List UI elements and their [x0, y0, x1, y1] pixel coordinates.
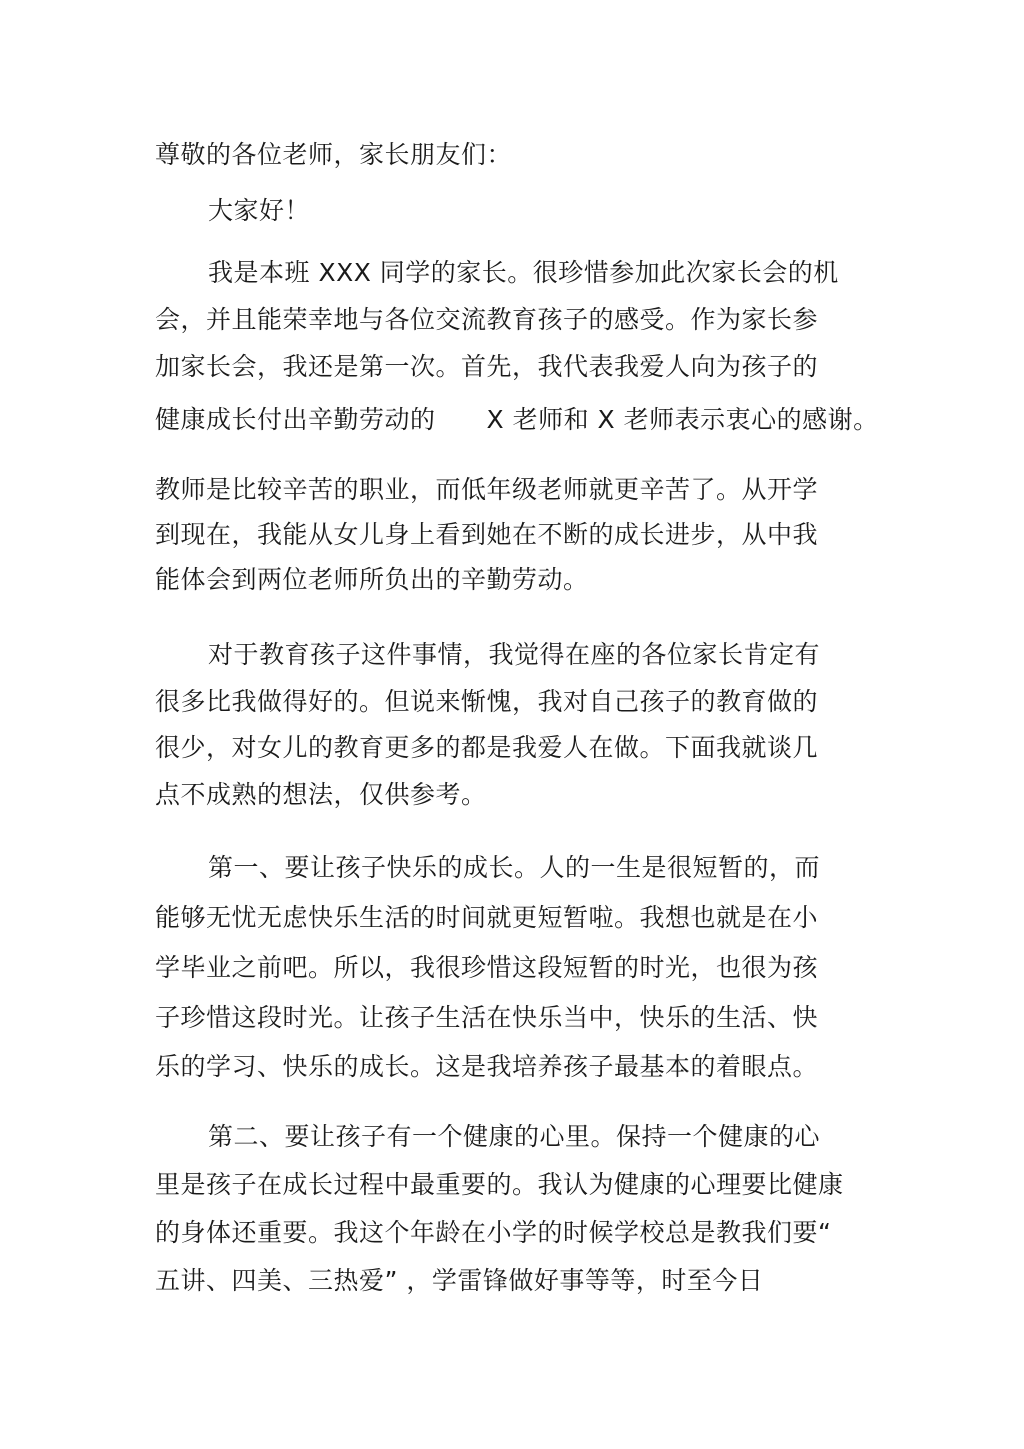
paragraph-line: 第二、要让孩子有一个健康的心里。保持一个健康的心 [208, 1122, 821, 1151]
paragraph-line: 会，并且能荣幸地与各位交流教育孩子的感受。作为家长参 [155, 305, 819, 334]
paragraph-line: 我是本班 XXX 同学的家长。很珍惜参加此次家长会的机 [208, 258, 839, 287]
paragraph-line: 教师是比较辛苦的职业，而低年级老师就更辛苦了。从开学 [155, 475, 819, 504]
paragraph-line: 里是孩子在成长过程中最重要的。我认为健康的心理要比健康 [155, 1170, 844, 1199]
paragraph-line: 很少，对女儿的教育更多的都是我爱人在做。下面我就谈几 [155, 733, 819, 762]
paragraph-line: 学毕业之前吧。所以，我很珍惜这段短暂的时光，也很为孩 [155, 953, 819, 982]
greeting: 大家好！ [208, 196, 311, 225]
paragraph-line: 的身体还重要。我这个年龄在小学的时候学校总是教我们要“ [155, 1218, 832, 1247]
paragraph-line: 能够无忧无虑快乐生活的时间就更短暂啦。我想也就是在小 [155, 903, 819, 932]
paragraph-line: 对于教育孩子这件事情，我觉得在座的各位家长肯定有 [208, 640, 821, 669]
paragraph-line: 子珍惜这段时光。让孩子生活在快乐当中，快乐的生活、快 [155, 1003, 819, 1032]
paragraph-line: 加家长会，我还是第一次。首先，我代表我爱人向为孩子的 [155, 352, 819, 381]
paragraph-line: 能体会到两位老师所负出的辛勤劳动。 [155, 565, 589, 594]
salutation: 尊敬的各位老师，家长朋友们： [155, 140, 513, 169]
paragraph-line: 健康成长付出辛勤劳动的 X 老师和 X 老师表示衷心的感谢。 [155, 405, 879, 434]
paragraph-line: 第一、要让孩子快乐的成长。人的一生是很短暂的，而 [208, 853, 821, 882]
paragraph-line: 到现在，我能从女儿身上看到她在不断的成长进步，从中我 [155, 520, 819, 549]
paragraph-line: 五讲、四美、三热爱” ，学雷锋做好事等等，时至今日 [155, 1266, 764, 1295]
paragraph-line: 点不成熟的想法，仅供参考。 [155, 780, 487, 809]
paragraph-line: 乐的学习、快乐的成长。这是我培养孩子最基本的着眼点。 [155, 1052, 819, 1081]
paragraph-line: 很多比我做得好的。但说来惭愧，我对自己孩子的教育做的 [155, 687, 819, 716]
